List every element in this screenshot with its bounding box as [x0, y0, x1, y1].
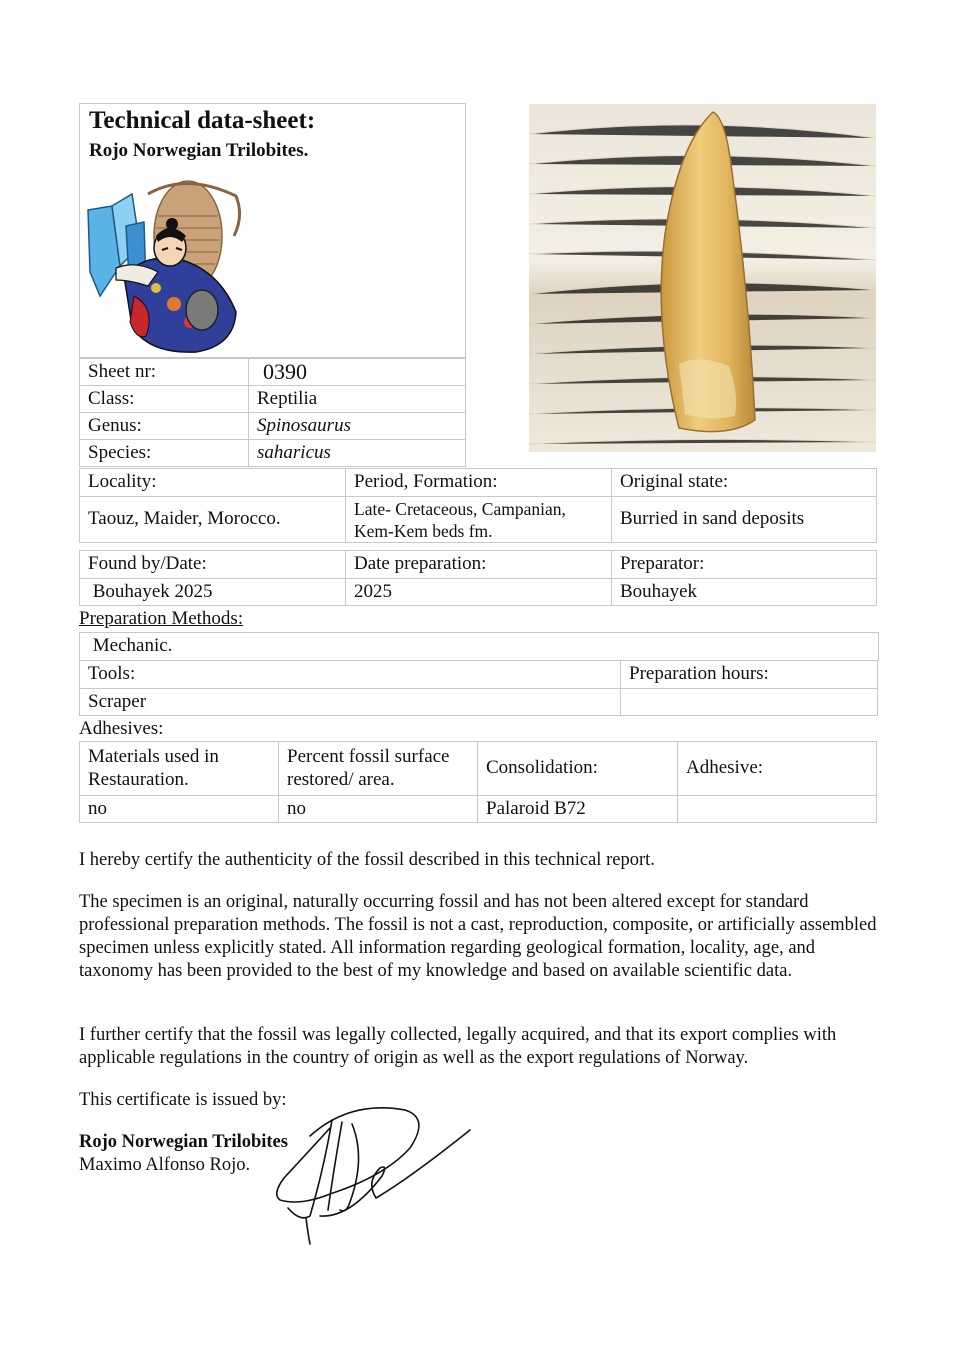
percent-restored-header: Percent fossil surface restored/ area. — [278, 741, 478, 796]
genus-label: Genus: — [79, 412, 249, 440]
date-preparation-header: Date preparation: — [345, 550, 612, 579]
species-value: saharicus — [248, 439, 466, 467]
consolidation-value: Palaroid B72 — [477, 795, 678, 823]
adhesive-header: Adhesive: — [677, 741, 877, 796]
datasheet-title: Technical data-sheet: — [89, 107, 316, 134]
preparator-header: Preparator: — [611, 550, 877, 579]
preparation-method-value: Mechanic. — [79, 632, 879, 661]
period-header: Period, Formation: — [345, 468, 612, 497]
class-label: Class: — [79, 385, 249, 413]
species-label: Species: — [79, 439, 249, 467]
issuer-company: Rojo Norwegian Trilobites — [79, 1132, 288, 1152]
original-state-header: Original state: — [611, 468, 877, 497]
tools-value: Scraper — [79, 688, 621, 716]
locality-value: Taouz, Maider, Morocco. — [79, 496, 346, 543]
period-value: Late- Cretaceous, Campanian, Kem-Kem beds fm. — [345, 496, 612, 543]
company-subtitle: Rojo Norwegian Trilobites. — [89, 140, 309, 161]
certification-paragraph-1: I hereby certify the authenticity of the fossil described in this technical report. — [79, 850, 655, 870]
preparator-value: Bouhayek — [611, 578, 877, 606]
adhesives-title: Adhesives: — [79, 718, 164, 739]
spinosaurus-tooth-photo — [529, 104, 876, 452]
class-value: Reptilia — [248, 385, 466, 413]
preparation-hours-value — [620, 688, 878, 716]
certification-paragraph-2: The specimen is an original, naturally occurring fossil and has not been altered except for standard professional preparation methods. The fossil is not a cast, reproduction, composite, or artificially assembled specimen unless explicitly stated. All information regarding geological formation, locality, age, and taxonomy has been provided to the best of my knowledge and based on available scientific data. — [79, 892, 877, 981]
handwritten-signature — [270, 1098, 480, 1248]
date-preparation-value: 2025 — [345, 578, 612, 606]
adhesive-value — [677, 795, 877, 823]
materials-header: Materials used in Restauration. — [79, 741, 279, 796]
certification-paragraph-4: This certificate is issued by: — [79, 1090, 287, 1110]
original-state-value: Burried in sand deposits — [611, 496, 877, 543]
found-by-value: Bouhayek 2025 — [79, 578, 346, 606]
found-by-header: Found by/Date: — [79, 550, 346, 579]
certification-paragraph-3: I further certify that the fossil was legally collected, legally acquired, and that its export complies with applicable regulations in the country of origin as well as the export regulations of Norway. — [79, 1025, 837, 1068]
preparation-methods-title: Preparation Methods: — [79, 608, 244, 629]
header-box — [79, 103, 466, 358]
percent-restored-value: no — [278, 795, 478, 823]
preparation-hours-label: Preparation hours: — [620, 660, 878, 689]
locality-header: Locality: — [79, 468, 346, 497]
issuer-person: Maximo Alfonso Rojo. — [79, 1155, 251, 1175]
genus-value: Spinosaurus — [248, 412, 466, 440]
tools-label: Tools: — [79, 660, 621, 689]
sheet-nr-label: Sheet nr: — [79, 358, 249, 386]
materials-value: no — [79, 795, 279, 823]
samurai-trilobite-logo — [86, 176, 246, 354]
sheet-nr-value: 0390 — [248, 358, 466, 386]
consolidation-header: Consolidation: — [477, 741, 678, 796]
